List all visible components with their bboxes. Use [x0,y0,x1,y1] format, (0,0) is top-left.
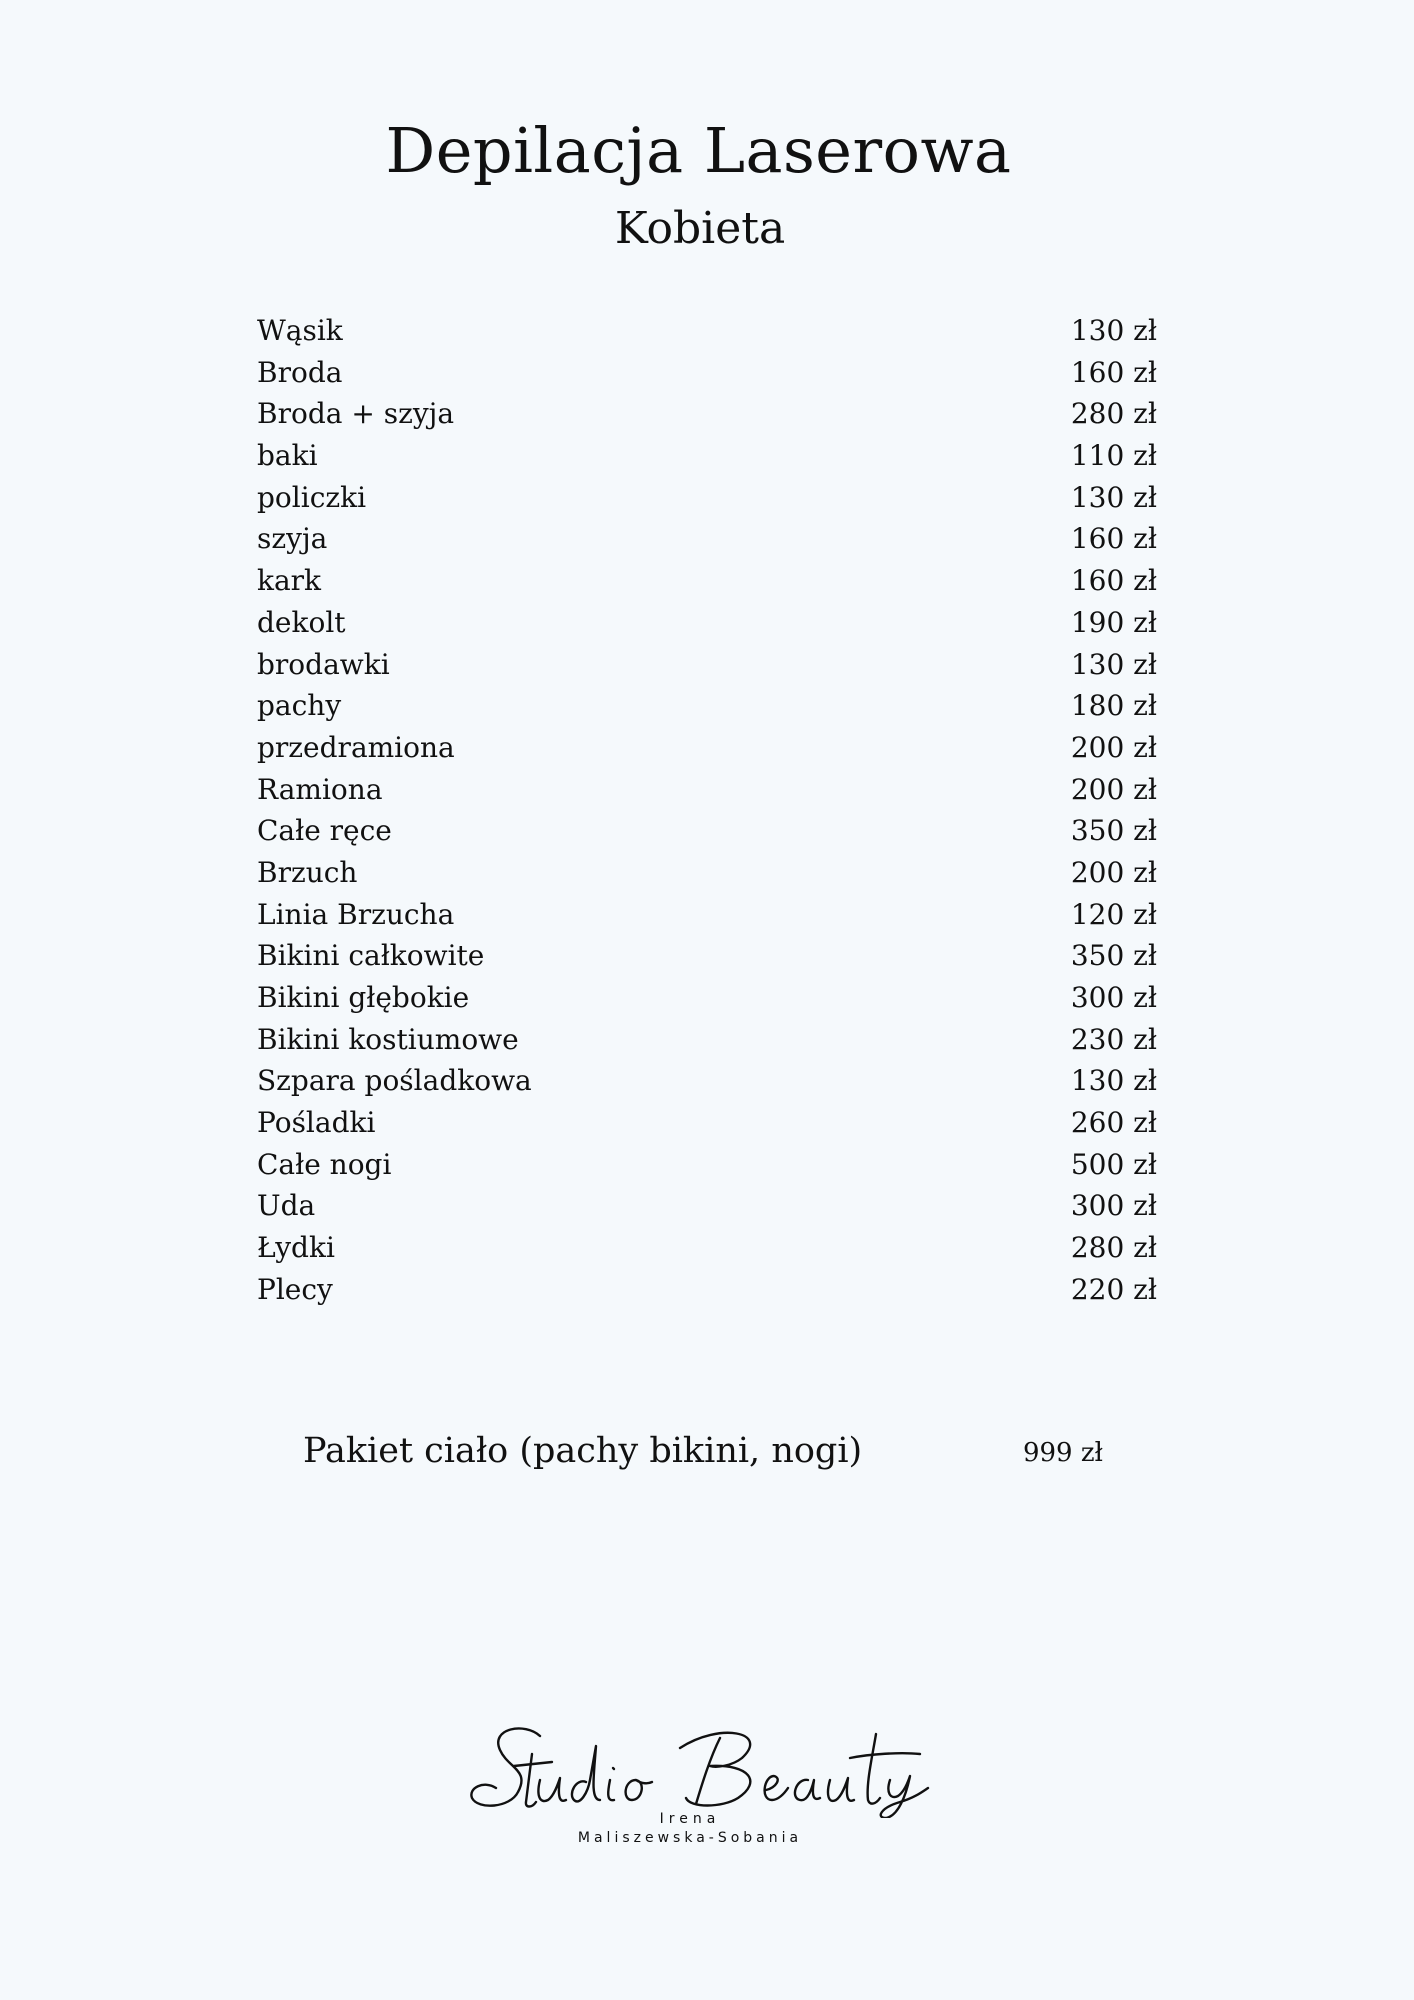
service-price: 200 zł [1070,855,1157,889]
service-price: 300 zł [1070,1189,1157,1223]
price-row [257,1185,1157,1227]
service-name: Plecy [257,1272,333,1306]
price-row [257,352,1157,394]
price-row [257,602,1157,644]
price-list [257,310,1157,1311]
service-name: pachy [257,689,342,723]
logo-surname: Maliszewska-Sobania [577,1830,803,1846]
service-price: 220 zł [1070,1272,1157,1306]
service-name: Bikini całkowite [257,939,485,973]
service-price: 130 zł [1070,480,1157,514]
service-price: 200 zł [1070,730,1157,764]
service-price: 160 zł [1070,564,1157,598]
service-name: Bikini kostiumowe [257,1022,519,1056]
package-offer [303,1426,1103,1476]
service-name: Wąsik [257,314,343,347]
page-title: Depilacja Laserowa [385,114,1012,187]
studio-logo [470,1718,970,1858]
price-row [257,852,1157,894]
price-row [257,435,1157,477]
price-row [257,727,1157,769]
service-price: 350 zł [1070,814,1157,848]
price-row [257,560,1157,602]
service-price: 300 zł [1070,981,1157,1014]
price-row [257,769,1157,811]
service-price: 130 zł [1070,314,1157,347]
service-name: Broda [257,355,343,389]
service-name: Broda + szyja [257,397,455,431]
price-row [257,977,1157,1019]
service-name: Ramiona [257,772,383,806]
service-price: 160 zł [1070,522,1157,556]
service-price: 500 zł [1070,1147,1157,1181]
logo-first-name: Irena [659,1811,721,1827]
service-name: Szpara pośladkowa [257,1064,532,1098]
service-name: Uda [257,1189,316,1223]
service-name: dekolt [257,605,346,639]
service-price: 200 zł [1070,772,1157,806]
service-name: Linia Brzucha [257,897,455,931]
service-price: 180 zł [1070,689,1157,723]
price-row [257,1227,1157,1269]
price-row [257,1102,1157,1144]
service-name: Całe nogi [257,1147,392,1181]
price-row [257,935,1157,977]
service-name: kark [257,564,322,598]
price-row [257,1269,1157,1311]
service-name: Pośladki [257,1106,376,1140]
service-price: 130 zł [1070,1064,1157,1098]
price-row [257,894,1157,936]
service-name: brodawki [257,647,390,681]
package-price: 999 zł [1022,1438,1103,1468]
service-name: szyja [257,522,328,556]
price-row [257,477,1157,519]
service-name: przedramiona [257,730,455,764]
price-row [257,685,1157,727]
page-subtitle: Kobieta [614,203,786,254]
price-row [257,310,1157,352]
price-row [257,644,1157,686]
price-row [257,1060,1157,1102]
service-name: baki [257,439,318,473]
service-price: 130 zł [1070,647,1157,681]
package-name: Pakiet ciało (pachy bikini, nogi) [303,1431,863,1471]
service-price: 230 zł [1070,1022,1157,1056]
service-name: Całe ręce [257,814,392,848]
price-row [257,810,1157,852]
service-name: Brzuch [257,855,358,889]
service-price: 260 zł [1070,1106,1157,1140]
service-price: 280 zł [1070,1231,1157,1265]
service-name: policzki [257,480,367,514]
studio-beauty-script-logo [470,1718,970,1818]
service-name: Łydki [257,1231,335,1265]
price-row [257,393,1157,435]
price-row [257,518,1157,560]
service-price: 110 zł [1070,439,1157,473]
price-row [257,1019,1157,1061]
service-price: 160 zł [1070,355,1157,389]
price-row [257,1144,1157,1186]
service-price: 280 zł [1070,397,1157,431]
service-price: 190 zł [1070,605,1157,639]
service-price: 350 zł [1070,939,1157,973]
service-price: 120 zł [1070,897,1157,931]
service-name: Bikini głębokie [257,981,470,1014]
